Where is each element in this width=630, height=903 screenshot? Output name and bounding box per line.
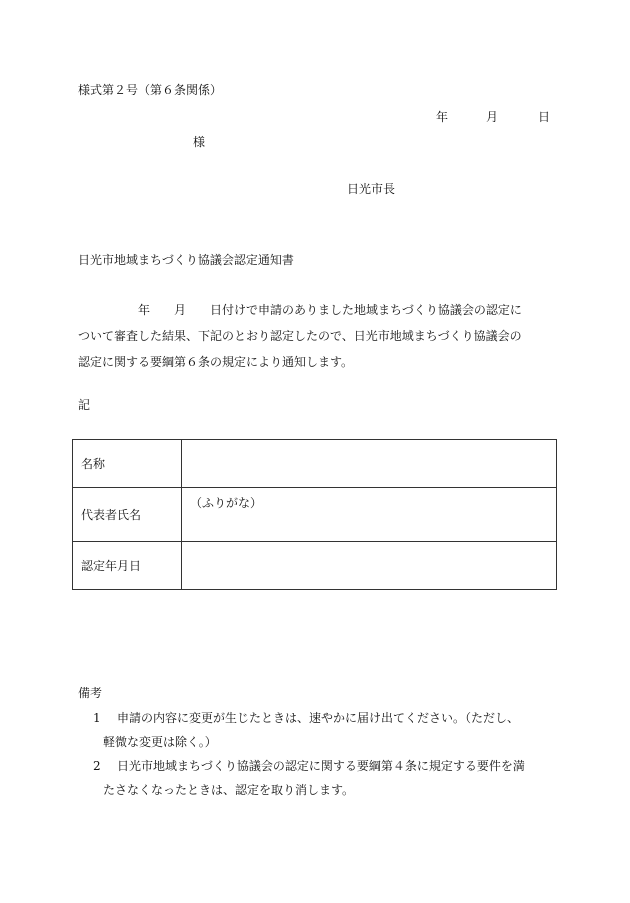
remark-text: 日光市地域まちづくり協議会の認定に関する要綱第４条に規定する要件を満 [117, 759, 525, 773]
table-row [73, 542, 557, 590]
document-title: 日光市地域まちづくり協議会認定通知書 [78, 253, 294, 267]
remark-number: 1 [93, 711, 101, 725]
row-label-name: 名称 [73, 440, 182, 488]
remark-text: 申請の内容に変更が生じたときは、速やかに届け出てください。（ただし、 [117, 711, 520, 725]
body-paragraph [78, 297, 558, 375]
row-value-date [182, 542, 557, 590]
addressee-suffix: 様 [193, 135, 206, 149]
date-year-label: 年 [436, 110, 449, 124]
table-row [73, 440, 557, 488]
row-label-date: 認定年月日 [73, 542, 182, 590]
sender-name: 日光市長 [347, 182, 396, 196]
body-line-3: 認定に関する要綱第６条の規定により通知します。 [78, 355, 354, 369]
info-table [72, 439, 557, 590]
remark-item-2 [93, 754, 563, 802]
row-value-name [182, 440, 557, 488]
remark-text-cont: 軽微な変更は除く。） [103, 735, 217, 749]
form-number: 様式第２号（第６条関係） [78, 83, 223, 97]
ki-heading: 記 [78, 398, 91, 412]
remark-number: 2 [93, 759, 101, 773]
table-row [73, 488, 557, 542]
body-line-2: ついて審査した結果、下記のとおり認定したので、日光市地域まちづくり協議会の [78, 329, 522, 343]
body-line-1: 年 月 日付けで申請のありました地域まちづくり協議会の認定に [78, 303, 522, 317]
row-label-representative: 代表者氏名 [73, 488, 182, 542]
remarks-heading: 備考 [78, 686, 103, 700]
date-month-label: 月 [486, 110, 499, 124]
date-day-label: 日 [538, 110, 551, 124]
remark-text-cont: たさなくなったときは、認定を取り消します。 [103, 783, 355, 797]
row-value-furigana: （ふりがな） [182, 488, 557, 542]
remark-item-1 [93, 706, 563, 754]
